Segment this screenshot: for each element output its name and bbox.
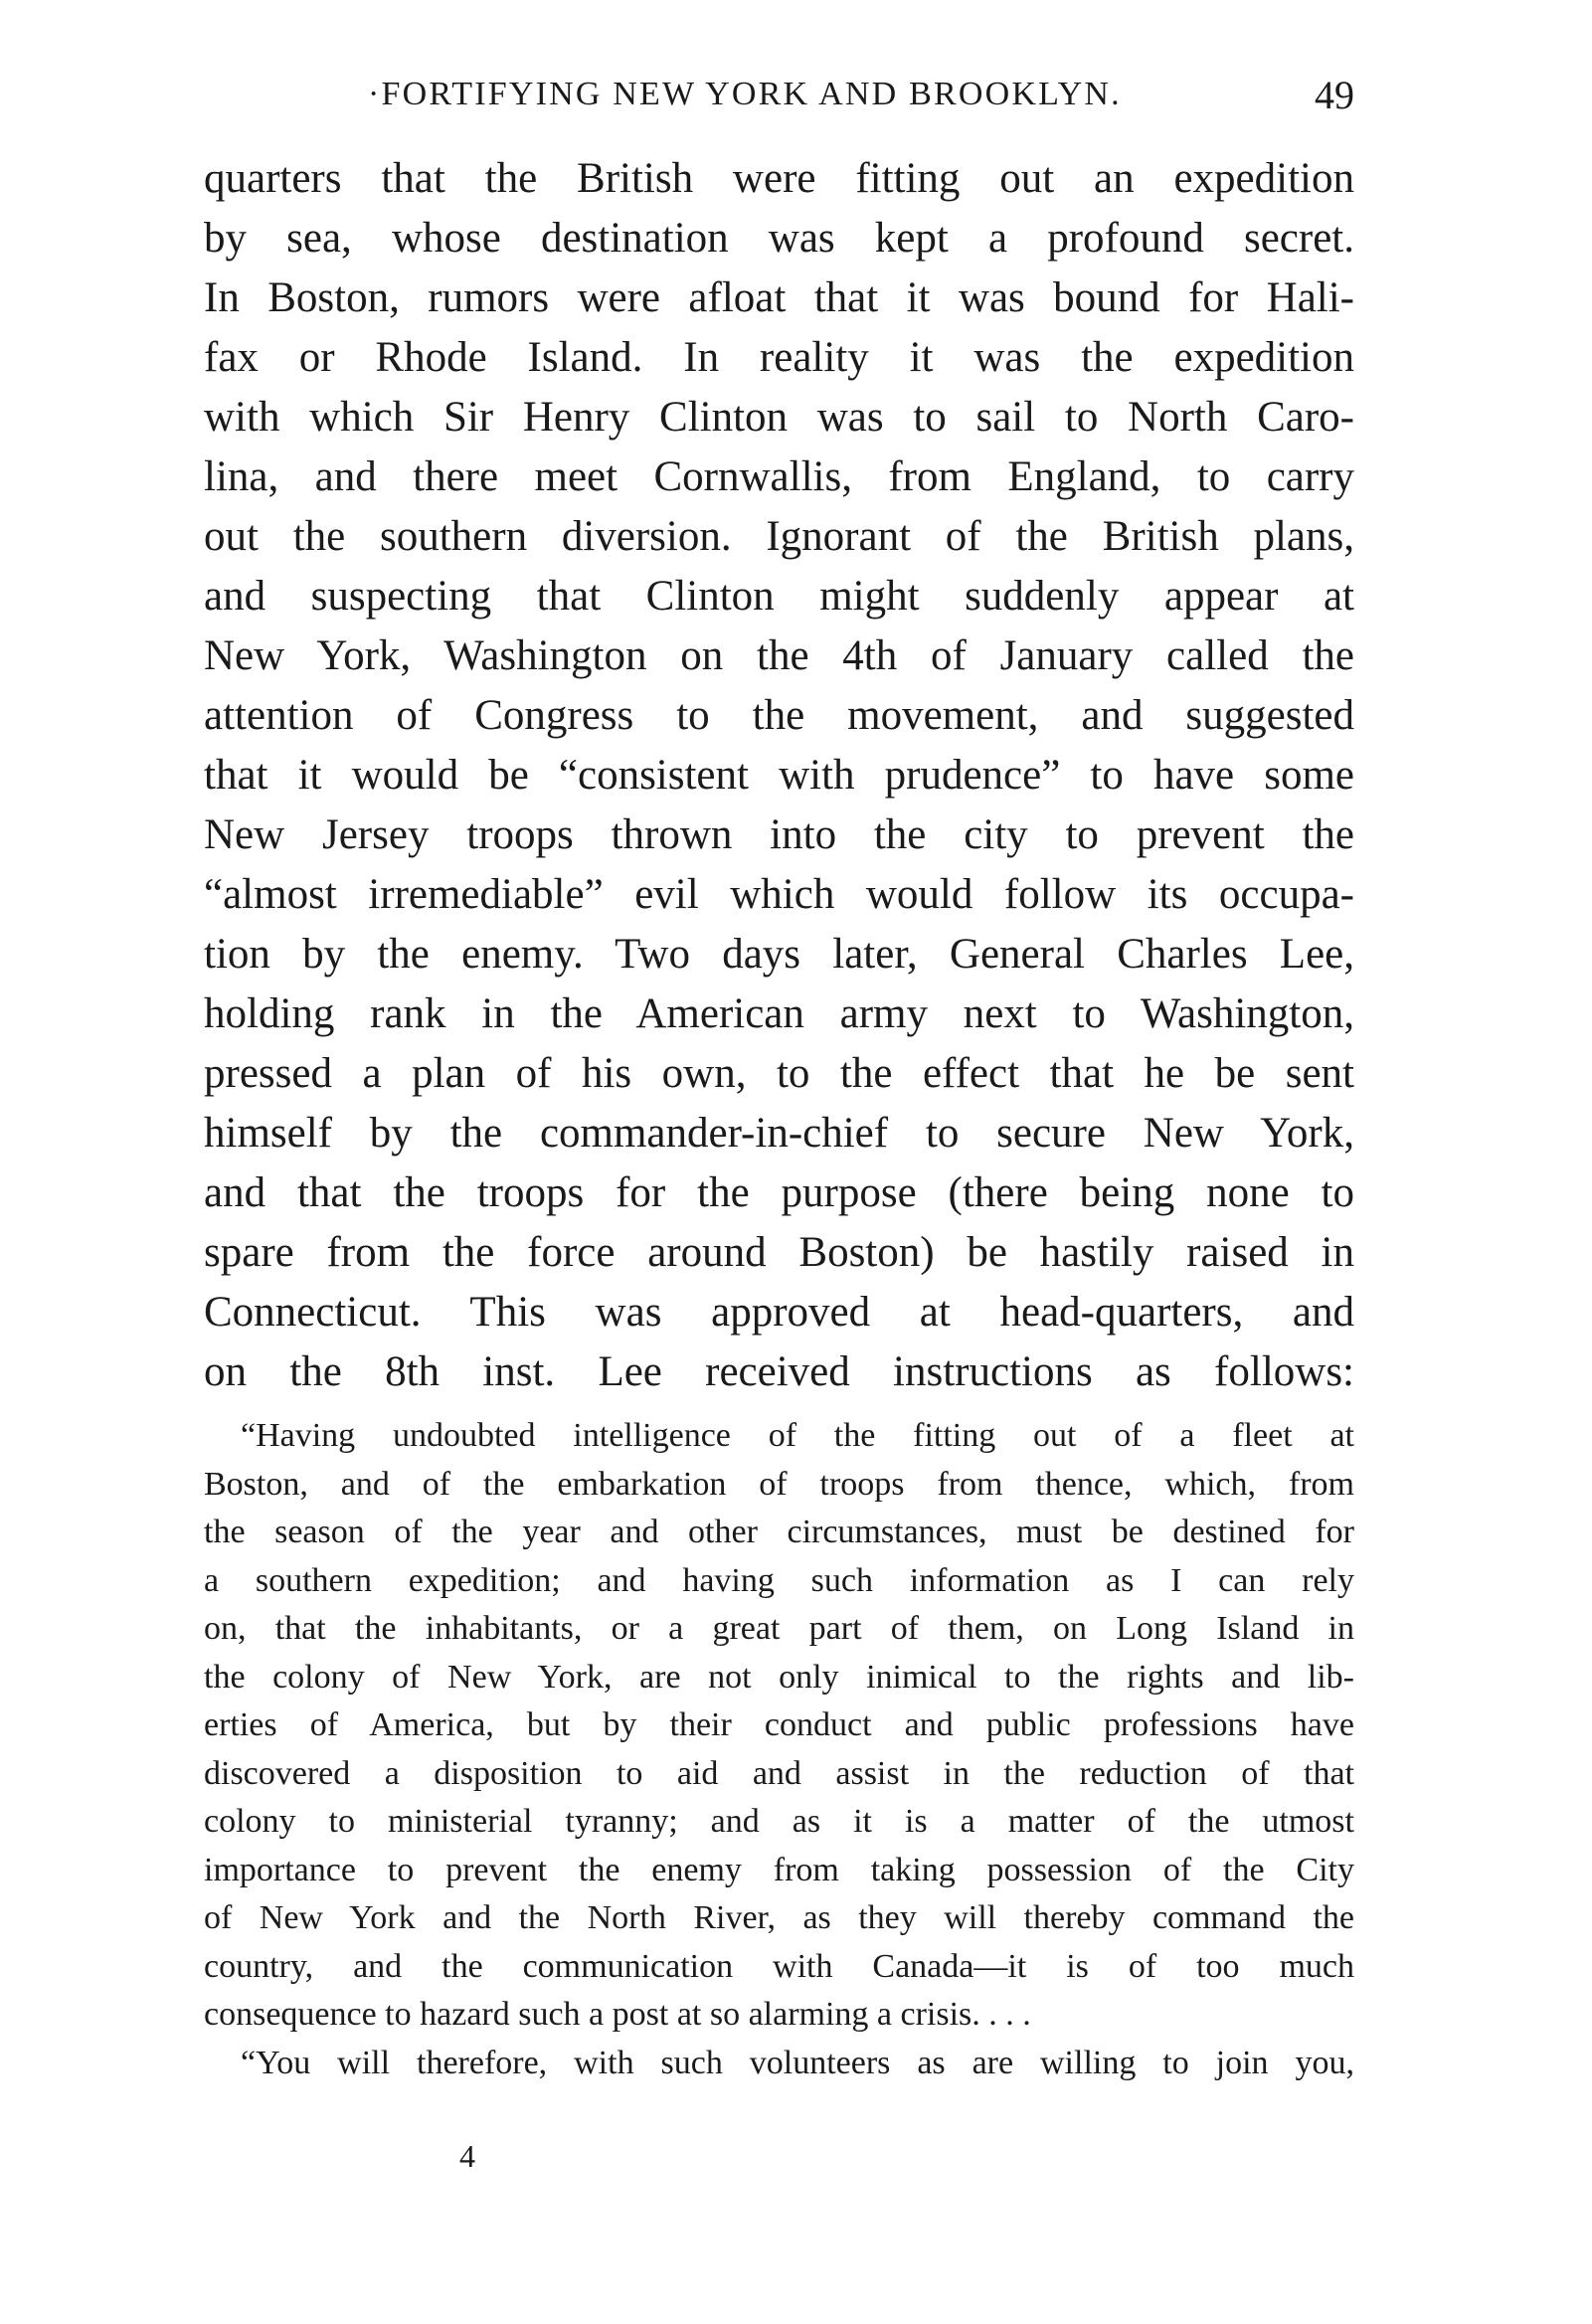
quote-line: “Having undoubted intelligence of the fitting out of a fleet at bbox=[241, 1417, 1354, 1454]
text-line: on the 8th inst. Lee received instructions as follows: bbox=[204, 1348, 1354, 1395]
text-line: spare from the force around Boston) be hastily raised in bbox=[204, 1229, 1354, 1276]
quote-line: “You will therefore, with such volunteers as are willing to join you, bbox=[241, 2044, 1354, 2081]
quote-line: on, that the inhabitants, or a great part of them, on Long Island in bbox=[204, 1610, 1354, 1647]
quote-line: colony to ministerial tyranny; and as it is a matter of the utmost bbox=[204, 1803, 1354, 1840]
quote-line: the colony of New York, are not only inimical to the rights and lib- bbox=[204, 1658, 1354, 1696]
quote-line: the season of the year and other circumstances, must be destined for bbox=[204, 1514, 1354, 1550]
text-line: out the southern diversion. Ignorant of the British plans, bbox=[204, 513, 1354, 560]
body-text bbox=[204, 149, 1354, 1402]
running-head bbox=[368, 72, 1354, 121]
quote-line: country, and the communication with Canada—it is of too much bbox=[204, 1947, 1354, 1985]
quote-line: Boston, and of the embarkation of troops from thence, which, from bbox=[204, 1465, 1354, 1503]
text-line: attention of Congress to the movement, and suggested bbox=[204, 692, 1354, 739]
text-line: New York, Washington on the 4th of January called the bbox=[204, 632, 1354, 679]
quote-line: discovered a disposition to aid and assist in the reduction of that bbox=[204, 1754, 1354, 1792]
page-number: 49 bbox=[1315, 73, 1354, 117]
chapter-title: ·FORTIFYING NEW YORK AND BROOKLYN. bbox=[368, 76, 1122, 112]
text-line: quarters that the British were fitting out an expedition bbox=[204, 155, 1354, 202]
text-line: and that the troops for the purpose (there being none to bbox=[204, 1169, 1354, 1216]
text-line: “almost irremediable” evil which would follow its occupa- bbox=[204, 871, 1354, 918]
text-line: holding rank in the American army next to Washington, bbox=[204, 990, 1354, 1037]
text-line: fax or Rhode Island. In reality it was the expedition bbox=[204, 334, 1354, 381]
text-line: with which Sir Henry Clinton was to sail to North Caro- bbox=[204, 394, 1354, 441]
text-line: himself by the commander-in-chief to secure New York, bbox=[204, 1110, 1354, 1157]
quote-line: erties of America, but by their conduct and public professions have bbox=[204, 1706, 1354, 1743]
text-line: and suspecting that Clinton might suddenly appear at bbox=[204, 573, 1354, 620]
text-line: In Boston, rumors were afloat that it was bound for Hali- bbox=[204, 274, 1354, 321]
quote-line: importance to prevent the enemy from taking possession of the City bbox=[204, 1851, 1354, 1888]
quote-line: of New York and the North River, as they will thereby command the bbox=[204, 1899, 1354, 1936]
quote-line: a southern expedition; and having such information as I can rely bbox=[204, 1561, 1354, 1599]
block-quote bbox=[204, 1412, 1354, 2087]
text-line: pressed a plan of his own, to the effect that he be sent bbox=[204, 1050, 1354, 1097]
text-line: lina, and there meet Cornwallis, from England, to carry bbox=[204, 453, 1354, 500]
text-line: by sea, whose destination was kept a profound secret. bbox=[204, 215, 1354, 262]
text-line: tion by the enemy. Two days later, General Charles Lee, bbox=[204, 931, 1354, 978]
signature-mark: 4 bbox=[459, 2138, 475, 2174]
quote-line: consequence to hazard such a post at so alarming a crisis. . . . bbox=[204, 1996, 1031, 2033]
text-line: New Jersey troops thrown into the city to prevent the bbox=[204, 811, 1354, 858]
text-line: that it would be “consistent with prudence” to have some bbox=[204, 752, 1354, 799]
text-line: Connecticut. This was approved at head-quarters, and bbox=[204, 1289, 1354, 1336]
